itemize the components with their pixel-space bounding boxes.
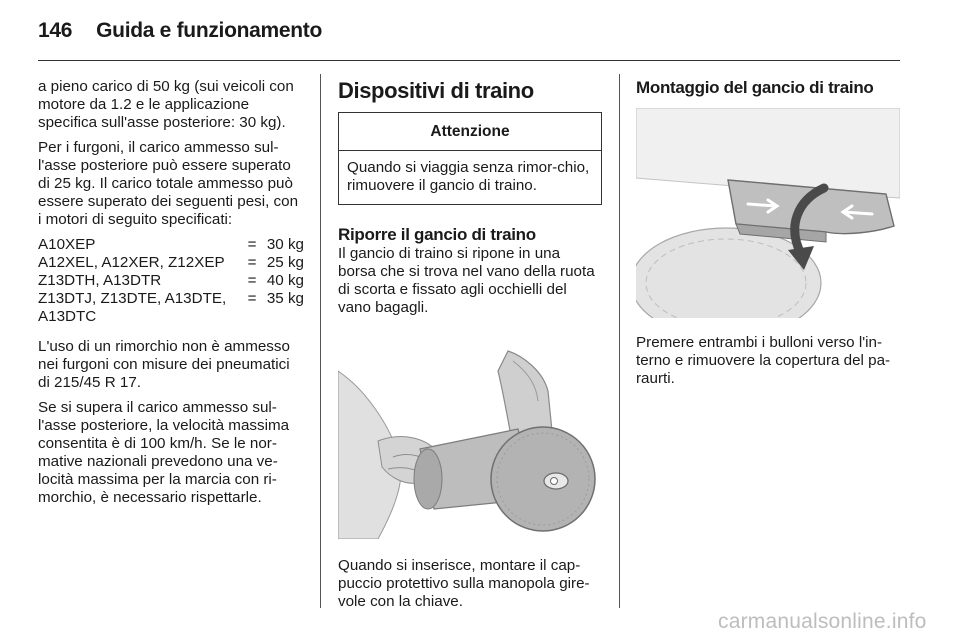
engine-cell: Z13DTJ, Z13DTE, A13DTE, A13DTC [38, 290, 227, 325]
header-divider [38, 60, 900, 61]
equals-cell: = [247, 236, 257, 253]
equals-cell: = [247, 272, 257, 289]
paragraph: Quando si inserisce, montare il cap-puccio protettivo sulla manopola gire-vole con la chiave. [338, 557, 590, 610]
column-left [38, 78, 304, 514]
weight-cell: 35 kg [266, 290, 304, 307]
weight-cell: 25 kg [266, 254, 304, 271]
engine-weight-table [38, 236, 304, 326]
paragraph: Il gancio di traino si ripone in una borsa che si trova nel vano della ruota di scorta e fissato agli occhielli del vano bagagli. [338, 245, 595, 316]
column-divider [320, 74, 321, 608]
weight-cell: 30 kg [266, 236, 304, 253]
section-heading: Dispositivi di traino [338, 78, 534, 103]
protective-cap [491, 427, 595, 531]
watermark: carmanualsonline.info [718, 610, 927, 633]
paragraph: Premere entrambi i bulloni verso l'in-terno e rimuovere la copertura del pa-raurti. [636, 334, 891, 387]
equals-cell: = [247, 254, 257, 271]
equals-cell: = [247, 290, 257, 307]
tow-hook-illustration [338, 331, 600, 539]
paragraph: a pieno carico di 50 kg (sui veicoli con motore da 1.2 e le applicazione specifica sull'asse posteriore: 30 kg). [38, 78, 294, 131]
warning-box [338, 112, 602, 205]
column-divider [619, 74, 620, 608]
page-number: 146 [38, 19, 73, 42]
table-row [38, 254, 304, 272]
warning-title: Attenzione [339, 113, 601, 151]
paragraph: Per i furgoni, il carico ammesso sul-l'asse posteriore può essere superato di 25 kg. Il carico totale ammesso può essere superato dei seguenti pesi, con i motori di seguito specificati: [38, 139, 299, 228]
bumper-cover-illustration [636, 108, 900, 318]
table-row [38, 290, 304, 326]
subsection-heading: Montaggio del gancio di traino [636, 78, 874, 97]
key-hole [551, 478, 558, 485]
paragraph: Se si supera il carico ammesso sul-l'asse posteriore, la velocità massima consentita è di 100 km/h. Se le nor-mative nazionali prevedono una ve-locità massima per la marcia con ri-morchio, è necessario rispettarle. [38, 399, 290, 506]
warning-text: Quando si viaggia senza rimor-chio, rimuovere il gancio di traino. [347, 159, 590, 194]
chapter-title: Guida e funzionamento [96, 19, 323, 42]
weight-cell: 40 kg [266, 272, 304, 289]
column-middle [338, 78, 602, 618]
engine-cell: A10XEP [38, 236, 96, 253]
table-row [38, 272, 304, 290]
subsection-heading: Riporre il gancio di traino [338, 225, 536, 244]
page-header [38, 14, 900, 48]
paragraph: L'uso di un rimorchio non è ammesso nei furgoni con misure dei pneumatici di 215/45 R 17. [38, 338, 290, 391]
engine-cell: Z13DTH, A13DTR [38, 272, 162, 289]
column-right [636, 78, 900, 395]
hook-cylinder-end [414, 449, 442, 509]
engine-cell: A12XEL, A12XER, Z12XEP [38, 254, 225, 271]
table-row [38, 236, 304, 254]
